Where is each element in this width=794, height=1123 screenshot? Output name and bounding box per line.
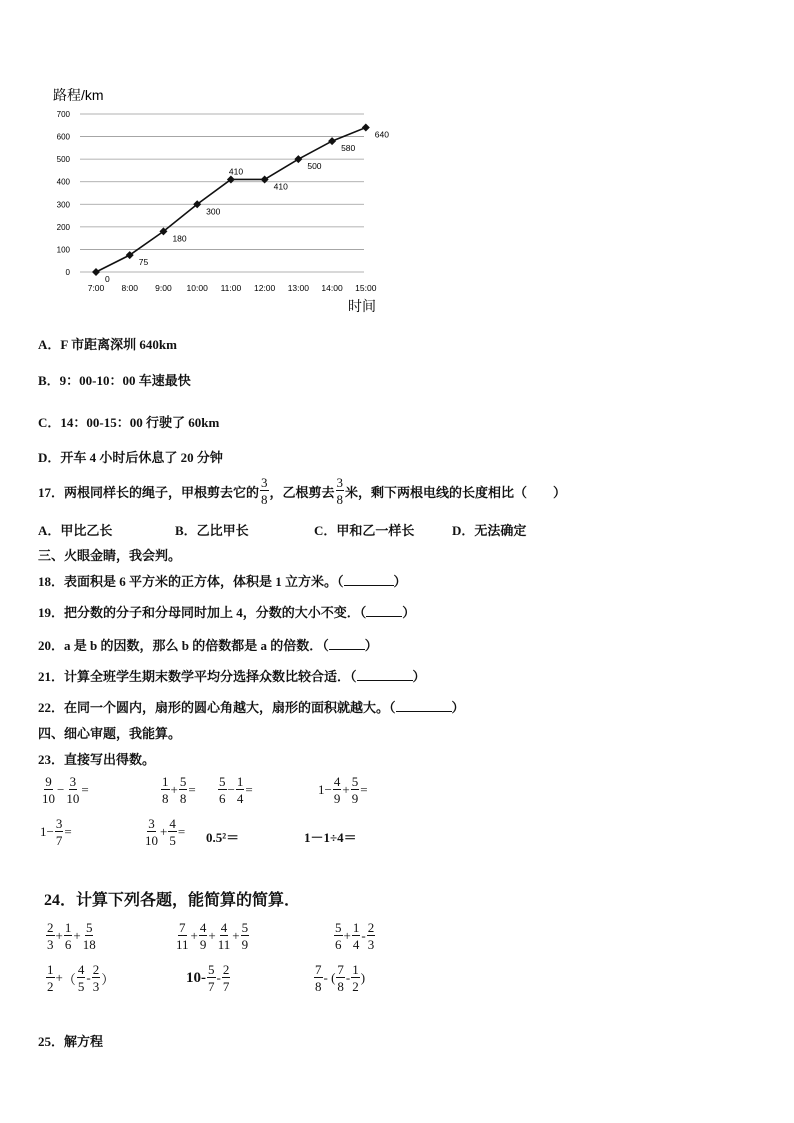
question-25: 25．解方程 xyxy=(38,1034,104,1049)
y-tick-label: 0 xyxy=(65,268,70,277)
q17-fraction-1: $\frac{3}{8}$ xyxy=(261,475,268,507)
y-tick-label: 500 xyxy=(56,155,70,165)
y-tick-label: 400 xyxy=(56,177,70,187)
calc-24-2: $\frac{7}{11}$ + $\frac{4}{9}$ + $\frac{4}{11}$ + $\frac{5}{9}$ xyxy=(176,920,249,952)
calc-23-4: 1 − $\frac{4}{9}$ + $\frac{5}{9}$ = xyxy=(318,774,368,806)
judge-18: 18．表面积是 6 平方米的正方体，体积是 1 立方米。（ ） xyxy=(38,574,407,589)
option-d: D．开车 4 小时后休息了 20 分钟 xyxy=(38,450,223,465)
calc-23-8: 1－1÷4＝ xyxy=(304,830,357,845)
calc-24-6: $\frac{7}{8}$ - ( $\frac{7}{8}$ - $\frac{1}{2}$ ) xyxy=(315,962,366,994)
q17-option-a: A．甲比乙长 xyxy=(38,523,113,538)
option-a: A．F 市距离深圳 640km xyxy=(38,337,177,352)
calc-24-4: $\frac{1}{2}$ + （ $\frac{4}{5}$ - $\frac{2}{3}$ ） xyxy=(47,962,115,994)
data-label: 640 xyxy=(374,129,389,140)
answer-blank-20[interactable] xyxy=(329,649,365,650)
answer-blank-21[interactable] xyxy=(357,680,413,681)
data-point xyxy=(92,268,100,276)
option-c: C．14：00-15：00 行驶了 60km xyxy=(38,415,220,430)
q17-fraction-2: $\frac{3}{8}$ xyxy=(336,475,344,507)
data-label: 500 xyxy=(307,161,322,172)
data-label: 75 xyxy=(138,257,149,268)
calc-24-1: $\frac{2}{3}$ + $\frac{1}{6}$ + $\frac{5}{18}$ xyxy=(47,920,96,952)
judge-22: 22．在同一个圆内，扇形的圆心角越大，扇形的面积就越大。（ ） xyxy=(38,700,465,715)
calc-23-3: $\frac{5}{6}$ − $\frac{1}{4}$ = xyxy=(219,774,253,806)
calc-23-5: 1 − $\frac{3}{7}$ = xyxy=(40,816,72,848)
q17-option-b: B．乙比甲长 xyxy=(175,523,249,538)
x-tick-label: 15:00 xyxy=(355,283,377,293)
x-tick-label: 10:00 xyxy=(186,283,208,293)
series-line xyxy=(96,128,366,272)
x-tick-label: 12:00 xyxy=(253,283,276,293)
answer-blank-19[interactable] xyxy=(366,616,402,617)
question-24: 24．计算下列各题，能简算的简算． xyxy=(44,892,301,909)
q17-option-d: D．无法确定 xyxy=(452,523,527,538)
data-point xyxy=(294,155,302,163)
section-4-heading: 四、细心审题，我能算。 xyxy=(38,726,182,741)
data-point xyxy=(328,137,336,145)
x-tick-label: 13:00 xyxy=(287,283,309,293)
y-tick-label: 200 xyxy=(56,222,70,232)
section-3-heading: 三、火眼金睛，我会判。 xyxy=(38,548,182,563)
x-tick-label: 9:00 xyxy=(155,283,172,293)
chart-xlabel: 时间 xyxy=(348,298,376,314)
data-label: 410 xyxy=(228,166,244,177)
calc-23-7: 0.5²＝ xyxy=(206,830,240,845)
judge-21: 21．计算全班学生期末数学平均分选择众数比较合适．（ ） xyxy=(38,669,426,684)
data-label: 180 xyxy=(172,233,187,244)
distance-time-chart xyxy=(0,0,794,320)
judge-20: 20．a 是 b 的因数，那么 b 的倍数都是 a 的倍数．（ ） xyxy=(38,638,378,653)
judge-19: 19．把分数的分子和分母同时加上 4，分数的大小不变．（ ） xyxy=(38,605,416,620)
x-tick-label: 14:00 xyxy=(321,283,343,293)
data-point xyxy=(362,124,370,132)
data-label: 410 xyxy=(273,181,288,192)
q17-text-1: 17．两根同样长的绳子，甲根剪去它的 xyxy=(38,484,260,500)
calc-23-6: $\frac{3}{10}$ + $\frac{4}{5}$ = xyxy=(145,816,186,848)
answer-blank-18[interactable] xyxy=(344,585,394,586)
answer-blank-22[interactable] xyxy=(396,711,452,712)
calc-23-1: $\frac{9}{10}$ − $\frac{3}{10}$ = xyxy=(42,774,89,806)
x-tick-label: 7:00 xyxy=(87,283,105,293)
question-17 xyxy=(38,476,566,506)
option-b: B．9：00-10：00 车速最快 xyxy=(38,373,191,388)
q17-text-3: 米，剩下两根电线的长度相比（ ） xyxy=(345,484,567,500)
calc-23-2: $\frac{1}{8}$ + $\frac{5}{8}$ = xyxy=(162,774,196,806)
data-label: 0 xyxy=(105,274,110,284)
y-tick-label: 100 xyxy=(56,245,70,255)
q17-text-2: ，乙根剪去 xyxy=(269,484,335,500)
q17-option-c: C．甲和乙一样长 xyxy=(314,523,415,538)
y-tick-label: 700 xyxy=(56,110,70,119)
question-23: 23．直接写出得数。 xyxy=(38,752,156,767)
x-tick-label: 11:00 xyxy=(220,283,242,293)
data-point xyxy=(261,175,269,183)
calc-24-5: 10- $\frac{5}{7}$ - $\frac{2}{7}$ xyxy=(186,962,230,994)
x-tick-label: 8:00 xyxy=(121,283,138,293)
chart-ylabel: 路程/km xyxy=(53,87,104,103)
calc-24-3: $\frac{5}{6}$ + $\frac{1}{4}$ - $\frac{2}{3}$ xyxy=(335,920,375,952)
y-tick-label: 300 xyxy=(56,200,70,210)
data-label: 300 xyxy=(206,206,221,217)
y-tick-label: 600 xyxy=(56,132,70,142)
data-label: 580 xyxy=(341,143,356,154)
